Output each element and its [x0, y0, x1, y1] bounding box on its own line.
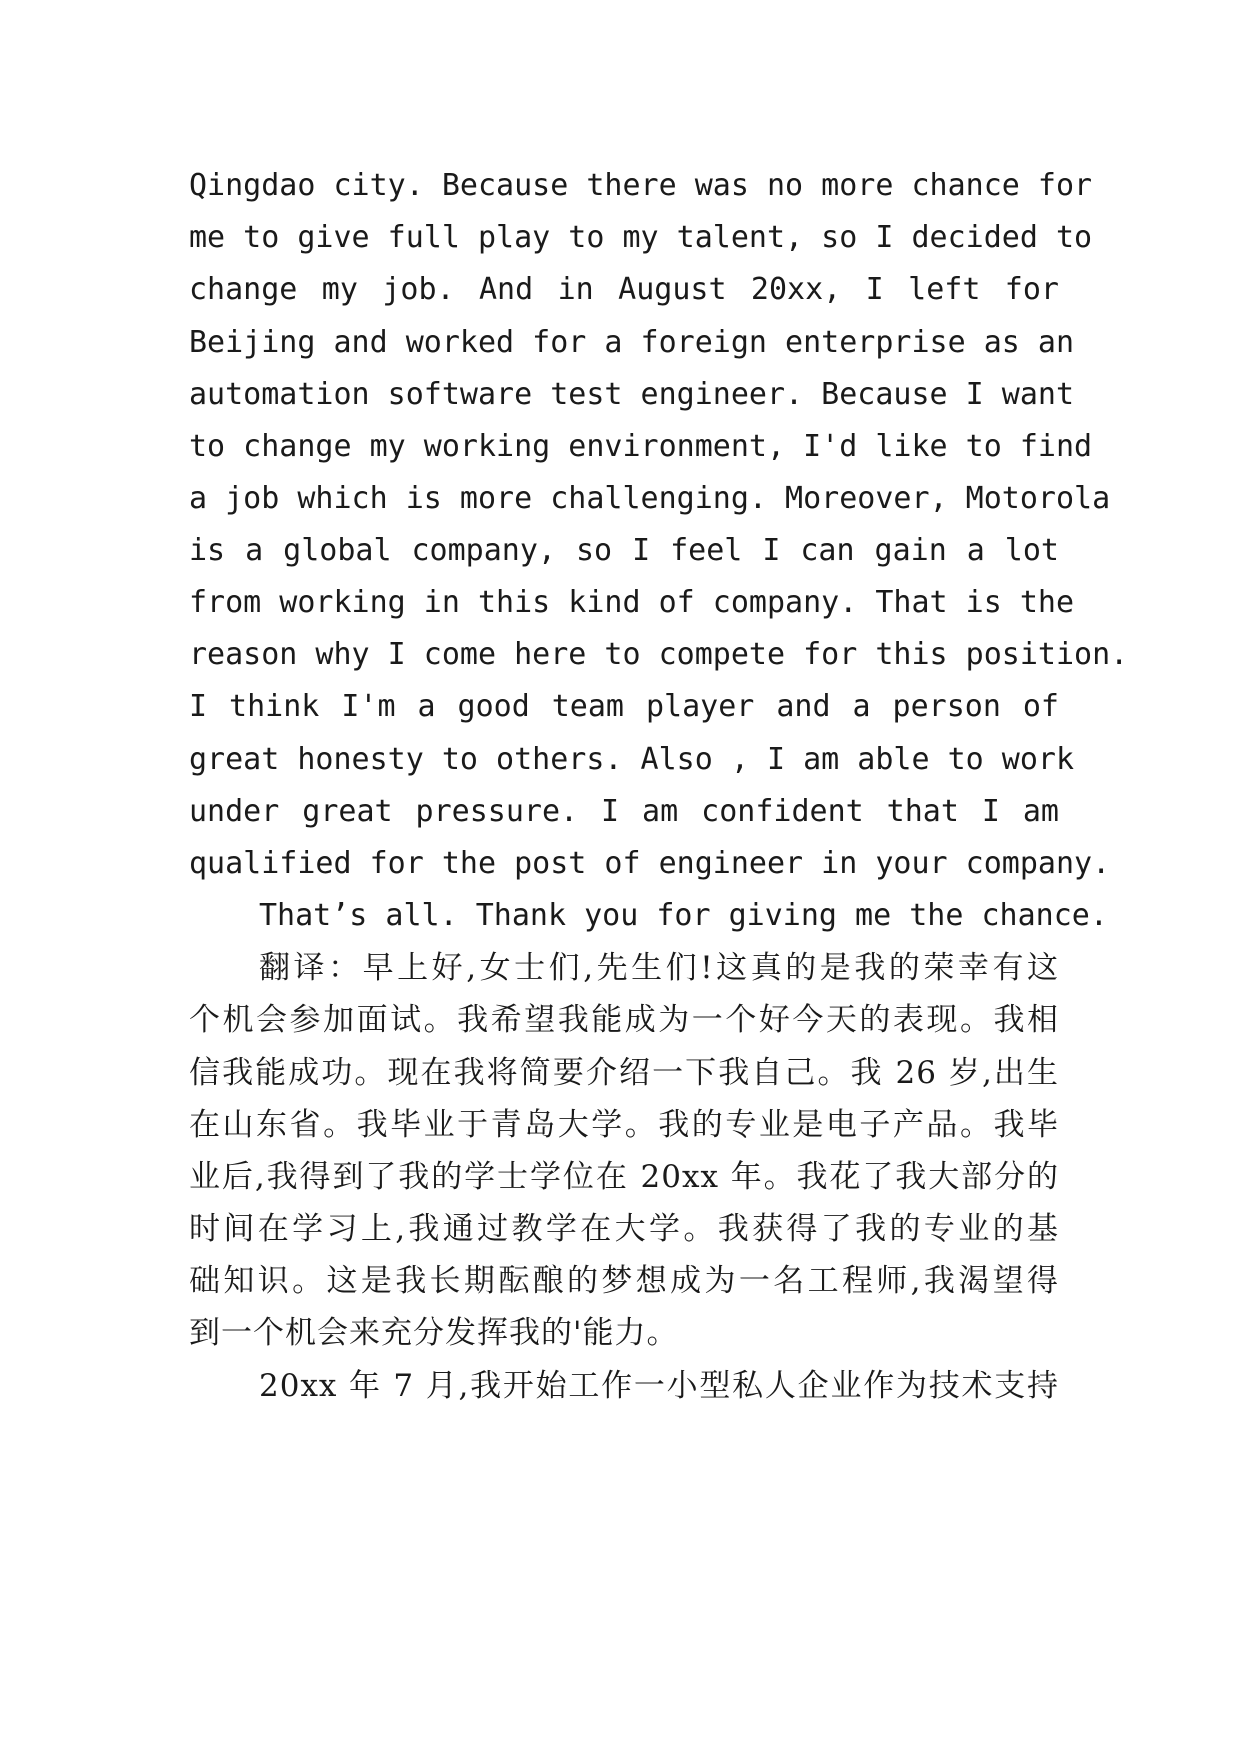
translation-line: 时间在学习上,我通过教学在大学。我获得了我的专业的基 [189, 1211, 1059, 1247]
translation-line: 个机会参加面试。我希望我能成为一个好今天的表现。我相 [189, 1002, 1059, 1038]
paragraph-line: to change my working environment, I'd like to find [189, 429, 1093, 464]
translation-line: 翻译：早上好,女士们,先生们!这真的是我的荣幸有这 [259, 950, 1059, 986]
closing-line: That’s all. Thank you for giving me the chance. [259, 898, 1108, 933]
paragraph-line: Beijing and worked for a foreign enterprise as an [189, 325, 1075, 360]
paragraph-line: under great pressure. I am confident that I am [189, 794, 1059, 829]
paragraph-line: great honesty to others. Also , I am able to work [189, 742, 1075, 777]
paragraph-start-line: 20xx 年 7 月,我开始工作一小型私人企业作为技术支持 [259, 1368, 1059, 1404]
paragraph-line: Qingdao city. Because there was no more chance for [189, 168, 1093, 203]
paragraph-line: reason why I come here to compete for this position. [189, 637, 1129, 672]
paragraph-line: a job which is more challenging. Moreover, Motorola [189, 481, 1111, 516]
paragraph-line: is a global company, so I feel I can gain a lot [189, 533, 1059, 568]
translation-line: 到一个机会来充分发挥我的'能力。 [189, 1315, 679, 1351]
paragraph-line: from working in this kind of company. That is the [189, 585, 1075, 620]
paragraph-line: I think I'm a good team player and a person of [189, 689, 1059, 724]
paragraph-line: automation software test engineer. Because I want [189, 377, 1075, 412]
translation-line: 业后,我得到了我的学士学位在 20xx 年。我花了我大部分的 [189, 1159, 1059, 1195]
paragraph-line: qualified for the post of engineer in your company. [189, 846, 1111, 881]
translation-line: 信我能成功。现在我将简要介绍一下我自己。我 26 岁,出生 [189, 1055, 1059, 1091]
paragraph-line: change my job. And in August 20xx, I left for [189, 272, 1059, 307]
paragraph-line: me to give full play to my talent, so I decided to [189, 220, 1093, 255]
translation-line: 在山东省。我毕业于青岛大学。我的专业是电子产品。我毕 [189, 1107, 1059, 1143]
translation-line: 础知识。这是我长期酝酿的梦想成为一名工程师,我渴望得 [189, 1263, 1059, 1299]
